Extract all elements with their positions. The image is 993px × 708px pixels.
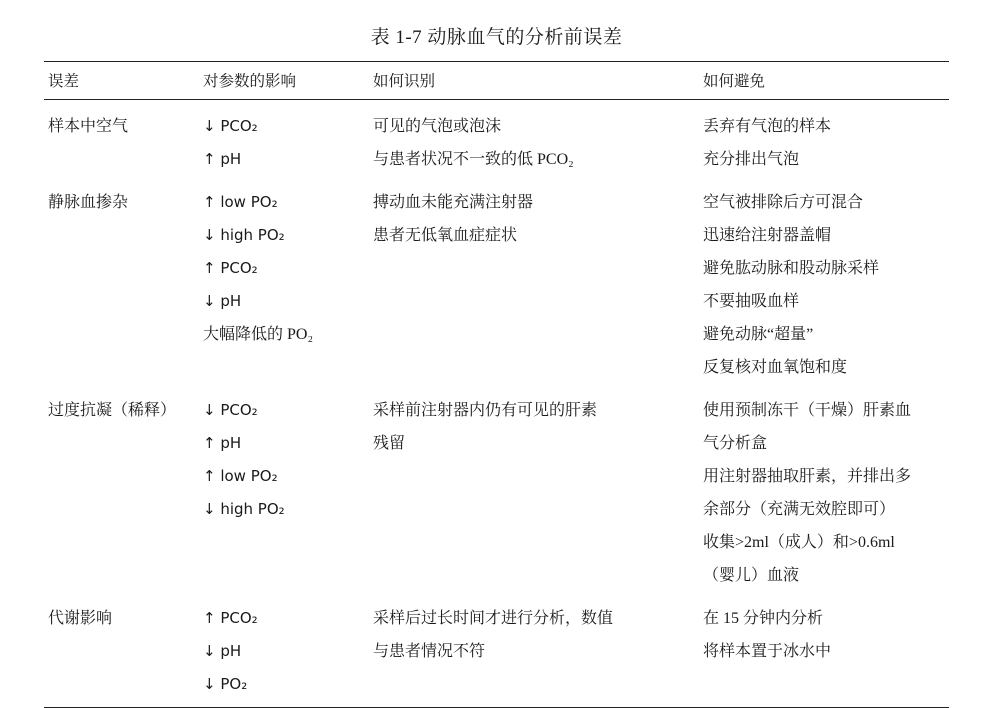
analysis-error-table	[44, 61, 949, 701]
row-effects-cell: ↓ PCO₂ ↑ pH	[203, 117, 258, 168]
table-row	[44, 100, 949, 187]
row-avoid-cell: 丢弃有气泡的样本 充分排出气泡	[703, 118, 832, 168]
column-header-avoid: 如何避免	[699, 62, 949, 100]
table-header	[44, 62, 949, 100]
row-identify-cell: 搏动血未能充满注射器 患者无低氧血症症状	[373, 194, 534, 244]
column-header-identify: 如何识别	[369, 62, 699, 100]
table-row	[44, 602, 949, 701]
column-header-effect: 对参数的影响	[199, 62, 369, 100]
row-label-cell: 静脉血掺杂	[48, 194, 129, 211]
table-row	[44, 394, 949, 602]
page-title: 表 1-7 动脉血气的分析前误差	[370, 27, 623, 48]
row-label-cell: 代谢影响	[48, 610, 113, 627]
table-body	[44, 100, 949, 702]
row-identify-cell: 采样前注射器内仍有可见的肝素 残留	[373, 402, 598, 452]
row-avoid-cell: 使用预制冻干（干燥）肝素血 气分析盒 用注射器抽取肝素，并排出多 余部分（充满无效腔即可） 收集>2ml（成人）和>0.6ml （婴儿）血液	[703, 402, 912, 584]
column-header-error: 误差	[44, 62, 199, 100]
table-row	[44, 186, 949, 394]
row-identify-cell: 采样后过长时间才进行分析，数值 与患者情况不符	[373, 610, 614, 660]
row-effects-cell: ↑ low PO₂ ↓ high PO₂ ↑ PCO₂ ↓ pH 大幅降低的 PO₂	[203, 193, 314, 343]
row-label-cell: 过度抗凝（稀释）	[48, 402, 177, 419]
row-effects-cell: ↓ PCO₂ ↑ pH ↑ low PO₂ ↓ high PO₂	[203, 401, 285, 518]
row-avoid-cell: 在 15 分钟内分析 将样本置于冰水中	[703, 610, 832, 660]
row-identify-cell: 可见的气泡或泡沫 与患者状况不一致的低 PCO₂	[373, 118, 574, 168]
row-avoid-cell: 空气被排除后方可混合 迅速给注射器盖帽 避免肱动脉和股动脉采样 不要抽吸血样 避免动脉“超量” 反复核对血氧饱和度	[703, 194, 880, 376]
row-effects-cell: ↑ PCO₂ ↓ pH ↓ PO₂	[203, 609, 258, 693]
row-label-cell: 样本中空气	[48, 118, 129, 135]
table-header-row	[44, 62, 949, 100]
